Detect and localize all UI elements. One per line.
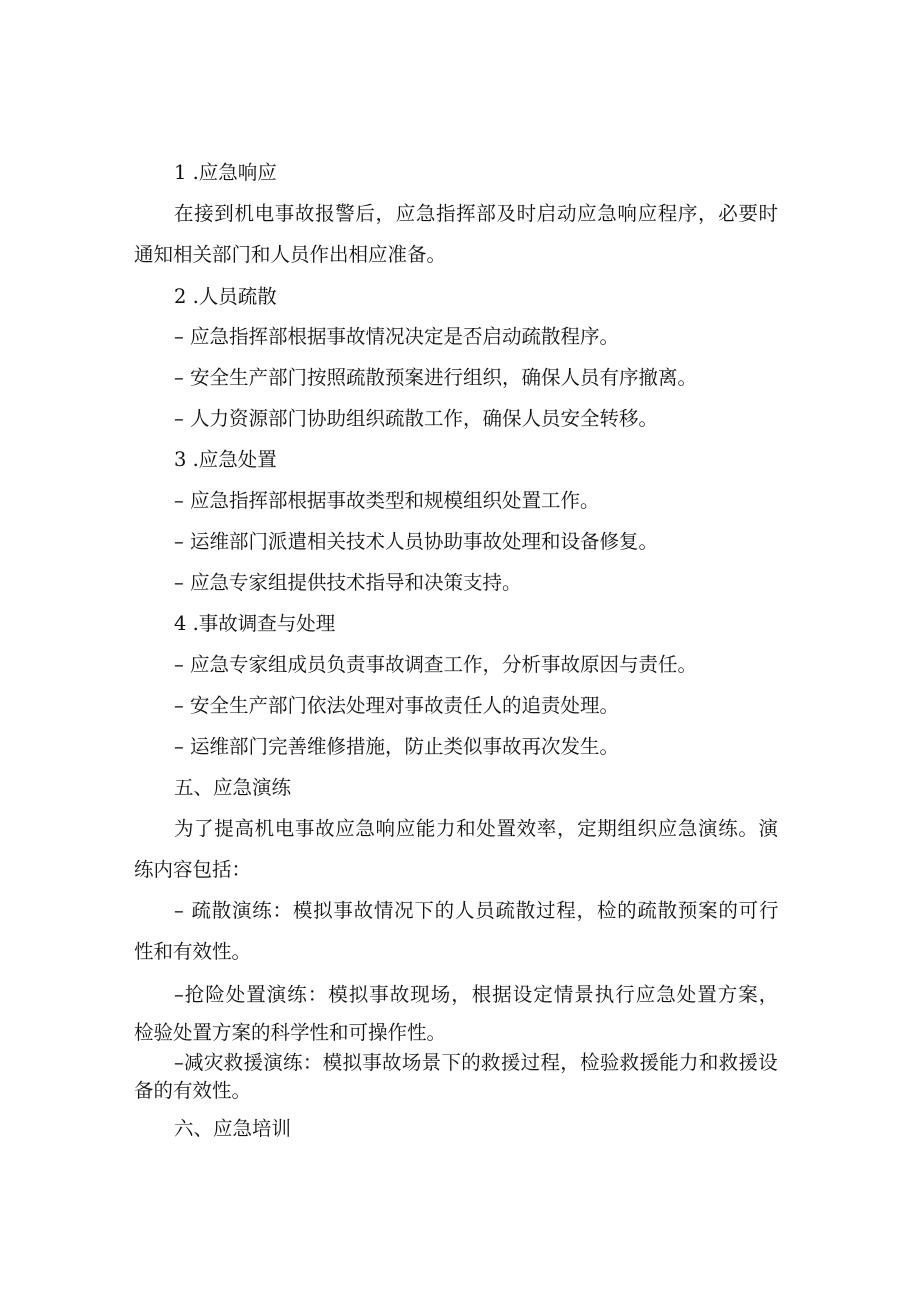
section-2-heading: 2 .人员疏散: [174, 285, 277, 308]
drill-item-3-line-1: –减灾救援演练：模拟事故场景下的救援过程，检验救援能力和救援设: [174, 1051, 779, 1074]
drill-item-2-line-2: 检验处置方案的科学性和可操作性。: [134, 1021, 447, 1044]
drill-item-2-line-1: –抢险处置演练：模拟事故现场，根据设定情景执行应急处置方案，: [174, 983, 780, 1006]
section-6-heading: 六、应急培训: [174, 1117, 292, 1140]
list-item: – 应急专家组成员负责事故调查工作，分析事故原因与责任。: [174, 653, 697, 676]
list-item: – 应急专家组提供技术指导和决策支持。: [174, 571, 522, 594]
list-item: – 人力资源部门协助组织疏散工作，确保人员安全转移。: [174, 407, 658, 430]
section-1-paragraph-line-2: 通知相关部门和人员作出相应准备。: [134, 243, 447, 266]
list-item: – 安全生产部门依法处理对事故责任人的追责处理。: [174, 694, 619, 717]
drill-item-1-line-1: – 疏散演练：模拟事故情况下的人员疏散过程，检的疏散预案的可行: [174, 899, 780, 922]
list-item: – 运维部门完善维修措施，防止类似事故再次发生。: [174, 735, 619, 758]
list-item: – 应急指挥部根据事故类型和规模组织处置工作。: [174, 489, 600, 512]
section-5-heading: 五、应急演练: [174, 776, 292, 799]
section-4-heading: 4 .事故调查与处理: [174, 612, 336, 635]
list-item: – 安全生产部门按照疏散预案进行组织，确保人员有序撤离。: [174, 366, 697, 389]
section-3-heading: 3 .应急处置: [174, 448, 277, 471]
drill-item-3-line-2: 备的有效性。: [134, 1079, 252, 1102]
drill-item-1-line-2: 性和有效性。: [134, 940, 252, 963]
section-1-paragraph-line-1: 在接到机电事故报警后，应急指挥部及时启动应急响应程序，必要时: [174, 202, 779, 225]
section-5-intro-line-1: 为了提高机电事故应急响应能力和处置效率，定期组织应急演练。演: [174, 817, 779, 840]
list-item: – 应急指挥部根据事故情况决定是否启动疏散程序。: [174, 325, 619, 348]
list-item: – 运维部门派遣相关技术人员协助事故处理和设备修复。: [174, 530, 658, 553]
section-1-heading: 1 .应急响应: [174, 161, 277, 184]
section-5-intro-line-2: 练内容包括：: [134, 858, 252, 881]
